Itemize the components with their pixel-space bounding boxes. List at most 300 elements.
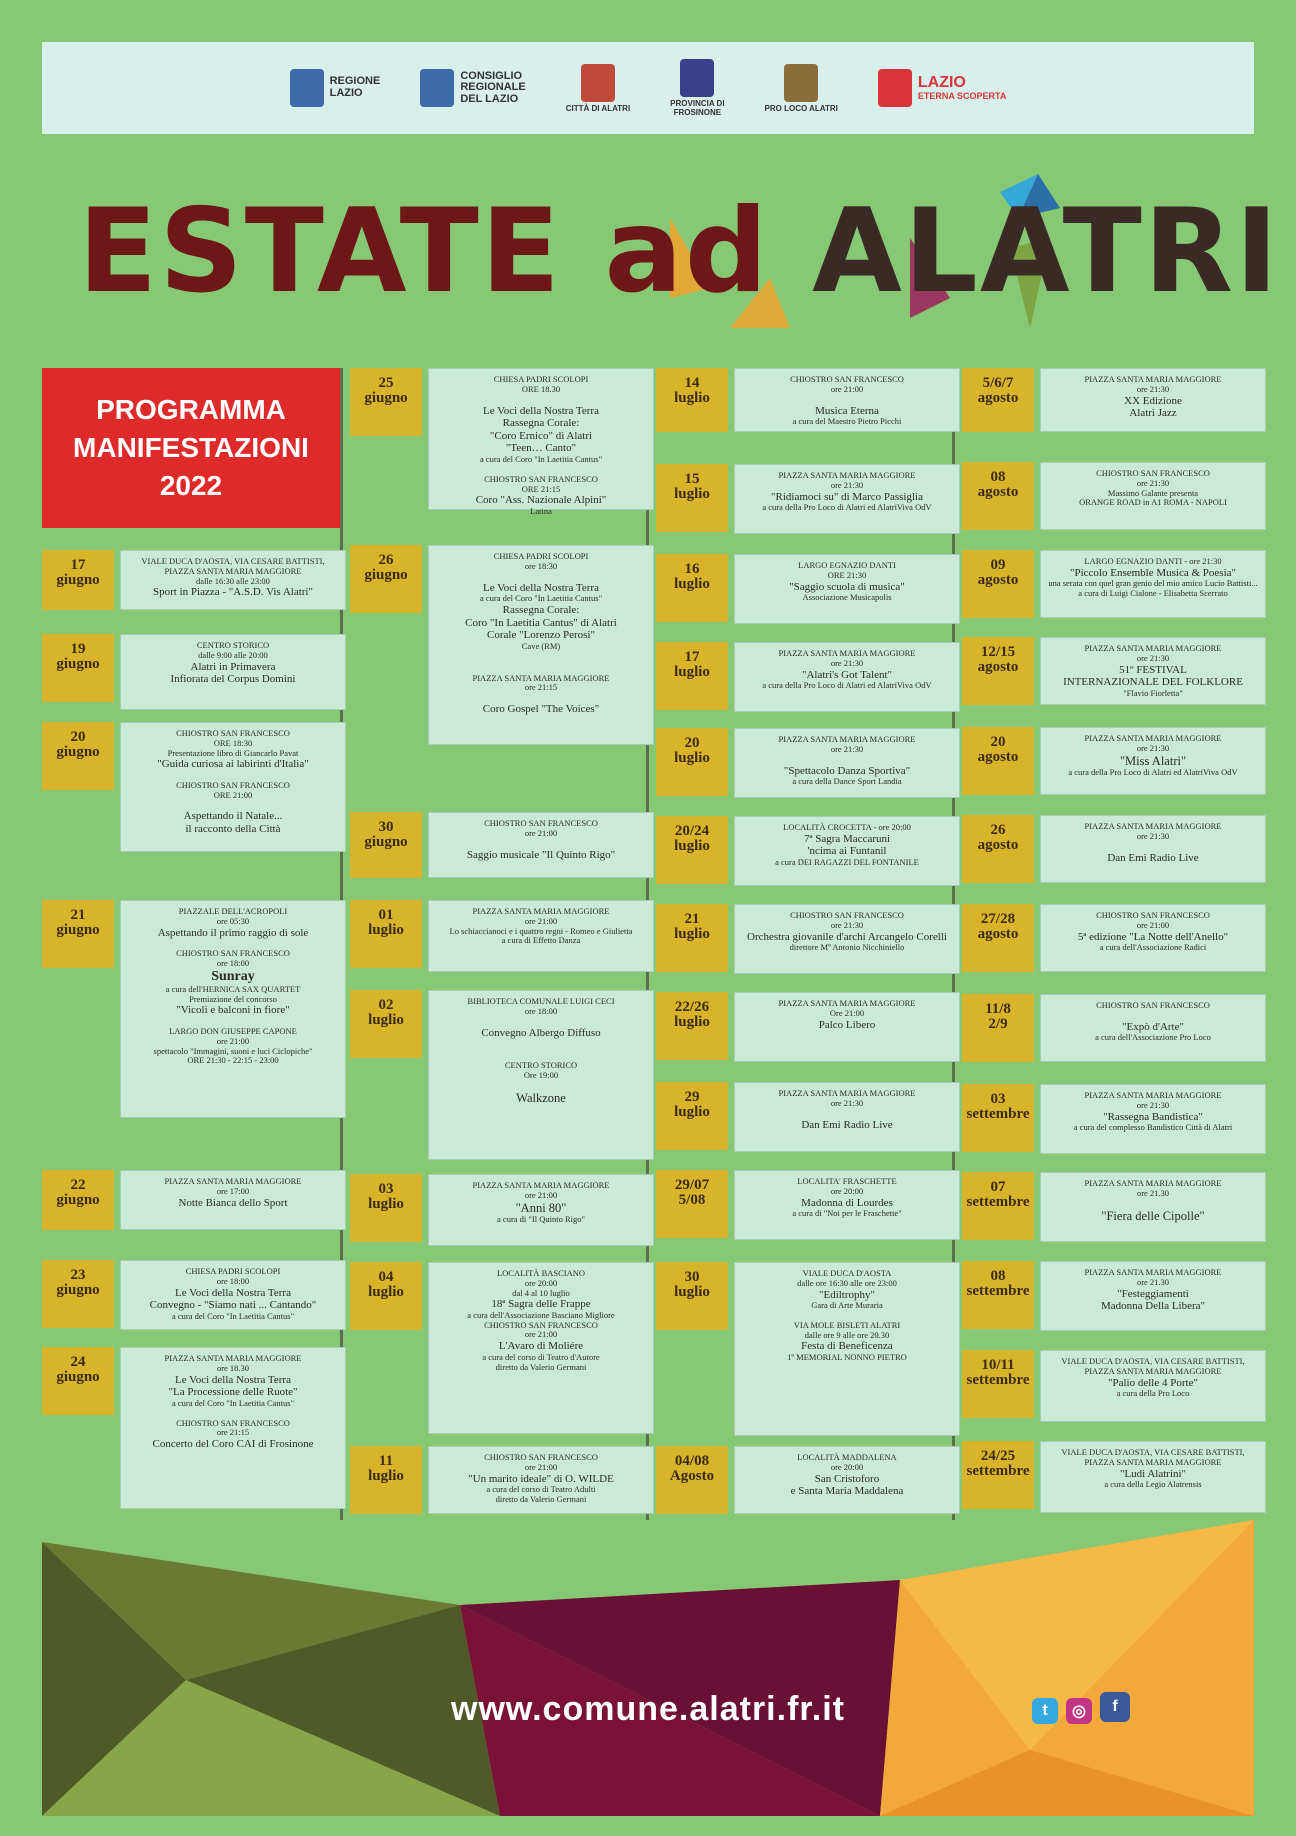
event-card <box>1040 1172 1266 1242</box>
event-text: ore 21:00 <box>524 1189 558 1200</box>
logo-label <box>330 76 381 99</box>
event-text: a cura del Coro "In Laetitia Cantus" <box>171 1310 295 1321</box>
date-month: giugno <box>56 656 100 673</box>
event-text: CHIOSTRO SAN FRANCESCO <box>790 910 904 920</box>
event-text: ore 18.30 <box>216 1362 250 1373</box>
spacer <box>433 395 649 405</box>
date-day: 30 <box>684 1269 700 1285</box>
date-month: giugno <box>364 567 408 584</box>
logo <box>765 64 838 113</box>
website-url[interactable]: www.comune.alatri.fr.it <box>451 1690 845 1728</box>
event-text: LOCALITÀ CROCETTA - ore 20:00 <box>783 822 911 832</box>
event-text: VIA MOLE BISLETI ALATRI <box>793 1319 901 1330</box>
event-date <box>656 1170 728 1238</box>
event-text: LARGO EGNAZIO DANTI <box>798 560 896 570</box>
event-text: Cave (RM) <box>521 640 561 651</box>
date-day: 04 <box>378 1269 394 1285</box>
date-month: agosto <box>977 837 1019 854</box>
event-text: il racconto della Città <box>185 823 281 836</box>
event-text: PIAZZA SANTA MARIA MAGGIORE <box>472 906 610 916</box>
logo-label <box>566 104 630 113</box>
logo-label-line: REGIONALE <box>460 81 526 94</box>
programma-line1: PROGRAMMA <box>96 394 286 426</box>
event-text: ore 21:00 <box>1136 919 1170 930</box>
logo <box>290 69 381 107</box>
logo-label-line: DEL LAZIO <box>460 92 519 105</box>
event-text: "La Processione delle Ruote" <box>168 1386 298 1399</box>
event-text: "Flavio Fiorletta" <box>1123 687 1183 698</box>
event-date <box>962 904 1034 972</box>
logo-label <box>918 75 1007 101</box>
event-date <box>42 1347 114 1415</box>
event-date <box>656 368 728 432</box>
date-month: luglio <box>674 926 710 943</box>
date-day: 5/6/7 <box>982 375 1014 391</box>
date-day: 02 <box>378 997 394 1013</box>
event-text: Musica Eterna <box>815 404 879 417</box>
logo-emblem-icon <box>420 69 454 107</box>
instagram-icon[interactable]: ◎ <box>1066 1698 1092 1724</box>
event-text: Coro Gospel "The Voices" <box>482 703 600 716</box>
event-text: ore 21:30 <box>830 1097 864 1108</box>
event-text: ore 21.30 <box>1136 1276 1170 1287</box>
event-text: Notte Bianca dello Sport <box>178 1196 288 1209</box>
event-text: PIAZZA SANTA MARIA MAGGIORE <box>1084 1456 1222 1467</box>
event-text: Convegno - "Siamo nati ... Cantando" <box>149 1299 317 1312</box>
event-text: Sunray <box>211 968 255 984</box>
event-text: Dan Emi Radio Live <box>1107 851 1199 864</box>
logo-emblem-icon <box>290 69 324 107</box>
event-text: CHIESA PADRI SCOLOPI <box>493 374 589 384</box>
event-text: VIALE DUCA D'AOSTA, VIA CESARE BATTISTI, <box>1061 1447 1245 1457</box>
logo-label-line: CITTÀ DI ALATRI <box>565 103 631 113</box>
twitter-icon[interactable]: t <box>1032 1698 1058 1724</box>
spacer <box>433 572 649 582</box>
logo-emblem-icon <box>784 64 818 102</box>
date-day: 17 <box>684 649 700 665</box>
event-date <box>962 637 1034 705</box>
event-text: CENTRO STORICO <box>504 1060 578 1071</box>
event-text: Madonna di Lourdes <box>801 1196 893 1209</box>
event-text: ORE 21:30 - 22:15 - 23:00 <box>187 1055 279 1066</box>
event-text: "Ridiamoci su" di Marco Passiglia <box>771 490 923 503</box>
event-text: a cura di "Noi per le Fraschette" <box>792 1208 902 1219</box>
event-text: LOCALITA' FRASCHETTE <box>797 1176 897 1186</box>
date-day: 24 <box>70 1354 86 1370</box>
event-text: una serata con quel gran genio del mio amico Lucio Battisti... <box>1048 578 1258 589</box>
event-text: Le Voci della Nostra Terra <box>483 581 599 594</box>
date-day: 21 <box>70 907 86 923</box>
event-card <box>428 1174 654 1246</box>
date-month: Agosto <box>669 1468 715 1485</box>
event-text: CHIOSTRO SAN FRANCESCO <box>176 1417 290 1428</box>
event-text: PIAZZA SANTA MARIA MAGGIORE <box>472 1180 610 1190</box>
spacer <box>1045 1199 1261 1209</box>
event-text: a cura del corso di Teatro Adulti <box>486 1484 596 1495</box>
event-text: ore 21:00 <box>830 383 864 394</box>
event-text: Latina <box>530 506 552 517</box>
event-text: ore 21:00 <box>216 1035 250 1046</box>
event-text: ore 21:00 <box>524 1461 558 1472</box>
event-date <box>350 900 422 968</box>
event-text: "Un marito ideale" di O. WILDE <box>468 1472 614 1485</box>
event-date <box>42 900 114 968</box>
date-month: luglio <box>368 1012 404 1029</box>
event-text: "Rassegna Bandistica" <box>1103 1110 1203 1123</box>
event-text: Ore 21:00 <box>829 1007 865 1018</box>
date-month: luglio <box>368 922 404 939</box>
date-day: 01 <box>378 907 394 923</box>
event-text: a cura della Pro Loco di Alatri ed AlatriViva OdV <box>1068 766 1238 777</box>
event-date <box>42 634 114 702</box>
event-text: Dan Emi Radio Live <box>801 1118 893 1131</box>
event-text: ore 21:00 <box>524 1329 558 1340</box>
event-text: PIAZZA SANTA MARIA MAGGIORE <box>1084 821 1222 831</box>
date-day: 20/24 <box>674 823 710 839</box>
date-month: settembre <box>966 1283 1030 1300</box>
event-date <box>962 550 1034 618</box>
event-text: Infiorata del Corpus Domini <box>170 673 296 686</box>
event-text: PIAZZA SANTA MARIA MAGGIORE <box>472 672 610 683</box>
event-card <box>734 816 960 886</box>
event-text: CHIOSTRO SAN FRANCESCO <box>1096 910 1210 920</box>
date-month: giugno <box>56 744 100 761</box>
event-text: Presentazione libro di Giancarlo Pavat <box>167 747 299 758</box>
event-text: Aspettando il primo raggio di sole <box>157 926 309 939</box>
date-day: 16 <box>684 561 700 577</box>
logo-label <box>460 71 525 106</box>
logo-label-line: REGIONE <box>329 75 381 88</box>
event-text: a cura dell'Associazione Pro Loco <box>1095 1032 1211 1043</box>
logo-label-line: LAZIO <box>917 73 966 91</box>
event-text: PIAZZALE DELL'ACROPOLI <box>178 906 288 916</box>
date-month: giugno <box>364 390 408 407</box>
spacer <box>433 652 649 674</box>
logo-label-line: ETERNA SCOPERTA <box>917 90 1007 101</box>
event-card <box>1040 1350 1266 1422</box>
date-day: 08 <box>990 469 1006 485</box>
event-text: ore 20:00 <box>830 1461 864 1472</box>
event-text: Le Voci della Nostra Terra <box>483 404 599 417</box>
date-day: 22/26 <box>674 999 710 1015</box>
event-card <box>1040 1084 1266 1154</box>
date-day: 24/25 <box>980 1448 1016 1464</box>
date-month: giugno <box>56 1369 100 1386</box>
event-text: 5ª edizione "La Notte dell'Anello" <box>1077 930 1229 943</box>
event-text: dal 4 al 10 luglio <box>512 1287 570 1298</box>
event-card <box>428 990 654 1160</box>
event-card <box>1040 550 1266 618</box>
date-day: 17 <box>70 557 86 573</box>
event-date <box>656 1082 728 1150</box>
event-text: ORE 18:30 <box>213 737 253 748</box>
facebook-icon[interactable]: f <box>1100 1692 1130 1722</box>
event-text: a cura del Coro "In Laetitia Cantus" <box>479 593 603 604</box>
event-text: BIBLIOTECA COMUNALE LUIGI CECI <box>467 996 615 1006</box>
event-card <box>734 554 960 624</box>
event-date <box>350 1446 422 1514</box>
event-date <box>42 1260 114 1328</box>
event-text: "Palio delle 4 Porte" <box>1108 1376 1198 1389</box>
event-card <box>428 368 654 517</box>
event-text: VIALE DUCA D'AOSTA <box>802 1268 892 1278</box>
event-text: "Teen… Canto" <box>505 442 577 455</box>
event-text: Coro "Ass. Nazionale Alpini" <box>475 494 607 507</box>
event-text: San Cristoforo <box>814 1472 880 1485</box>
event-text: a cura di Effetto Danza <box>501 935 581 946</box>
date-day: 11 <box>378 1453 394 1469</box>
event-date <box>656 904 728 972</box>
event-text: L'Avaro di Moliére <box>498 1340 584 1353</box>
event-text: ORE 18.30 <box>521 383 561 394</box>
event-text: a cura della Pro Loco di Alatri ed AlatriViva OdV <box>762 680 932 691</box>
event-text: Ore 19:00 <box>523 1069 559 1080</box>
date-day: 27/28 <box>980 911 1016 927</box>
date-day: 08 <box>990 1268 1006 1284</box>
date-day: 30 <box>378 819 394 835</box>
event-card <box>1040 462 1266 530</box>
event-text: e Santa Maria Maddalena <box>790 1485 904 1498</box>
event-card <box>120 900 346 1118</box>
event-text: PIAZZA SANTA MARIA MAGGIORE <box>1084 374 1222 384</box>
event-text: ore 21:00 <box>524 915 558 926</box>
event-text: a cura del Maestro Pietro Picchi <box>792 416 902 427</box>
event-card <box>734 904 960 974</box>
event-text: 7ª Sagra Maccaruni <box>803 832 891 845</box>
event-text: ore 21:30 <box>830 657 864 668</box>
event-card <box>428 1446 654 1514</box>
date-month: giugno <box>56 572 100 589</box>
date-month: settembre <box>966 1463 1030 1480</box>
date-month: 2/9 <box>988 1016 1008 1033</box>
event-text: Festa di Beneficenza <box>801 1340 893 1353</box>
event-text: CHIOSTRO SAN FRANCESCO <box>176 779 290 790</box>
event-date <box>350 990 422 1058</box>
logo-emblem-icon <box>680 59 714 97</box>
event-text: spettacolo "Immagini, suoni e luci Ciclopiche" <box>153 1045 313 1056</box>
spacer <box>433 1039 649 1061</box>
event-text: 51º FESTIVAL <box>1119 663 1187 676</box>
event-card <box>428 900 654 972</box>
date-day: 22 <box>70 1177 86 1193</box>
event-text: ore 21:30 <box>1136 742 1170 753</box>
date-day: 20 <box>990 734 1006 750</box>
programma-line2: MANIFESTAZIONI <box>73 432 309 464</box>
event-text: ore 21:30 <box>830 743 864 754</box>
logo-label-line: FROSINONE <box>673 108 722 117</box>
event-card <box>1040 994 1266 1062</box>
event-date <box>656 554 728 622</box>
event-card <box>734 464 960 534</box>
event-text: Associazione Musicapolis <box>802 592 892 603</box>
date-month: luglio <box>674 1104 710 1121</box>
logo-bar <box>42 42 1254 134</box>
event-text: PIAZZA SANTA MARIA MAGGIORE <box>778 1088 916 1098</box>
event-text: LOCALITÀ BASCIANO <box>496 1268 586 1278</box>
event-text: PIAZZA SANTA MARIA MAGGIORE <box>1084 643 1222 653</box>
page-title <box>70 178 1281 338</box>
event-text: diretto da Valerio Germani <box>495 1493 587 1504</box>
event-card <box>734 1082 960 1152</box>
event-date <box>656 1446 728 1514</box>
event-text: Alatri in Primavera <box>190 660 276 673</box>
event-text: 1º MEMORIAL NONNO PIETRO <box>787 1352 907 1363</box>
event-card <box>120 1260 346 1330</box>
logo-emblem-icon <box>878 69 912 107</box>
event-text: CHIESA PADRI SCOLOPI <box>185 1266 281 1276</box>
event-date <box>962 1172 1034 1240</box>
event-text: Convegno Albergo Diffuso <box>481 1026 601 1039</box>
event-date <box>42 1170 114 1230</box>
event-text: CHIOSTRO SAN FRANCESCO <box>1096 468 1210 478</box>
logo <box>420 69 525 107</box>
event-text: "Vicoli e balconi in fiore" <box>176 1004 290 1017</box>
event-text: XX Edizione <box>1124 394 1182 407</box>
event-text: ore 18:30 <box>524 560 558 571</box>
event-text: PIAZZA SANTA MARIA MAGGIORE <box>778 734 916 744</box>
event-text: ORANGE ROAD in A1 ROMA - NAPOLI <box>1079 497 1227 508</box>
event-text: ore 21:30 <box>1136 1099 1170 1110</box>
date-day: 03 <box>378 1181 394 1197</box>
event-text: ore 21:30 <box>1136 830 1170 841</box>
event-text: Walkzone <box>516 1090 566 1105</box>
event-text: ore 18:00 <box>216 957 250 968</box>
date-day: 14 <box>684 375 700 391</box>
logo-label <box>670 99 724 117</box>
spacer <box>1045 842 1261 852</box>
event-text: PIAZZA SANTA MARIA MAGGIORE <box>1084 1267 1222 1277</box>
logo <box>566 64 630 113</box>
date-day: 29/07 <box>674 1177 710 1193</box>
event-text: PIAZZA SANTA MARIA MAGGIORE <box>778 998 916 1008</box>
event-date <box>350 1262 422 1330</box>
date-day: 07 <box>990 1179 1006 1195</box>
logo-emblem-icon <box>581 64 615 102</box>
event-text: "Ediltrophy" <box>818 1288 876 1301</box>
event-text: dalle ore 16:30 alle ore 23:00 <box>797 1277 897 1288</box>
event-text: ore 21:30 <box>830 919 864 930</box>
date-month: luglio <box>674 1284 710 1301</box>
event-text: Palco Libero <box>818 1018 876 1031</box>
event-text: "Saggio scuola di musica" <box>789 580 905 593</box>
event-card <box>120 550 346 610</box>
event-text: "Ludi Alatrini" <box>1119 1467 1187 1480</box>
event-card <box>120 722 346 852</box>
event-text: "Miss Alatri" <box>1119 753 1187 768</box>
event-card <box>1040 637 1266 705</box>
event-text: Sport in Piazza - "A.S.D. Vis Alatri" <box>153 586 313 599</box>
date-month: giugno <box>56 922 100 939</box>
event-date <box>350 545 422 613</box>
spacer <box>433 693 649 703</box>
event-card <box>734 728 960 798</box>
event-text: ORE 21:30 <box>827 569 867 580</box>
event-card <box>734 1446 960 1514</box>
date-day: 21 <box>684 911 700 927</box>
event-date <box>962 368 1034 432</box>
date-month: settembre <box>966 1372 1030 1389</box>
event-text: diretto da Valerio Germani <box>495 1361 587 1372</box>
logo-label-line: PRO LOCO ALATRI <box>764 103 838 113</box>
event-text: Gara di Arte Muraria <box>811 1300 883 1311</box>
event-text: Le Voci della Nostra Terra <box>175 1373 291 1386</box>
spacer <box>739 755 955 765</box>
event-text: LARGO DON GIUSEPPE CAPONE <box>169 1025 297 1036</box>
date-day: 20 <box>684 735 700 751</box>
date-month: settembre <box>966 1194 1030 1211</box>
date-month: agosto <box>977 659 1019 676</box>
date-day: 15 <box>684 471 700 487</box>
event-text: "Fiera delle Cipolle" <box>1101 1208 1205 1223</box>
event-text: PIAZZA SANTA MARIA MAGGIORE <box>164 1176 302 1186</box>
event-text: Le Voci della Nostra Terra <box>175 1286 291 1299</box>
date-month: agosto <box>977 572 1019 589</box>
event-text: Massimo Galante presenta <box>1107 487 1199 498</box>
title-part1: ESTATE ad <box>78 184 813 319</box>
event-text: INTERNAZIONALE DEL FOLKLORE <box>1063 676 1243 689</box>
event-text: CENTRO STORICO <box>196 640 270 650</box>
date-day: 23 <box>70 1267 86 1283</box>
date-month: luglio <box>368 1468 404 1485</box>
logo-label-line: PROVINCIA DI <box>670 99 725 108</box>
event-text: "Festeggiamenti <box>1117 1287 1189 1300</box>
event-text: "Alatri's Got Talent" <box>801 668 893 681</box>
date-month: agosto <box>977 390 1019 407</box>
date-day: 25 <box>378 375 394 391</box>
event-text: Rassegna Corale: <box>502 603 580 616</box>
date-month: 5/08 <box>678 1192 706 1209</box>
date-month: giugno <box>56 1192 100 1209</box>
event-text: "Piccolo Ensemble Musica & Poesia" <box>1069 566 1236 579</box>
event-card <box>120 1347 346 1509</box>
event-text: 'ncima ai Funtanil <box>807 845 887 858</box>
event-date <box>656 642 728 710</box>
event-text: Premiazione del concorso <box>189 993 277 1004</box>
date-day: 04/08 <box>674 1453 710 1469</box>
event-card <box>120 1170 346 1230</box>
event-text: PIAZZA SANTA MARIA MAGGIORE <box>778 470 916 480</box>
date-month: agosto <box>977 749 1019 766</box>
event-date <box>962 1261 1034 1329</box>
event-text: a cura DEI RAGAZZI DEL FONTANILE <box>775 857 919 868</box>
event-text: "Expò d'Arte" <box>1122 1020 1184 1033</box>
event-text: Corale "Lorenzo Perosi" <box>487 629 595 642</box>
event-text: LARGO EGNAZIO DANTI - ore 21:30 <box>1084 556 1222 566</box>
logo-label-line: LAZIO <box>329 87 363 99</box>
event-date <box>656 816 728 884</box>
event-text: dalle ore 9 alle ore 20.30 <box>804 1329 890 1340</box>
event-text: Rassegna Corale: <box>502 417 580 430</box>
event-text: ore 21:15 <box>524 682 558 693</box>
event-card <box>1040 815 1266 883</box>
event-card <box>1040 1261 1266 1331</box>
event-text: Saggio musicale "Il Quinto Rigo" <box>466 848 616 861</box>
event-date <box>656 1262 728 1330</box>
date-day: 09 <box>990 557 1006 573</box>
date-day: 12/15 <box>980 644 1016 660</box>
event-text: ore 21:15 <box>216 1427 250 1438</box>
event-text: ore 05:30 <box>216 915 250 926</box>
event-card <box>428 545 654 745</box>
event-card <box>734 1170 960 1240</box>
event-date <box>962 815 1034 883</box>
spacer <box>433 839 649 849</box>
spacer <box>125 800 341 810</box>
event-card <box>734 368 960 432</box>
date-month: luglio <box>674 1014 710 1031</box>
event-text: a cura del Coro "In Laetitia Cantus" <box>479 454 603 465</box>
event-text: a cura dell'HERNICA SAX QUARTET <box>165 983 301 994</box>
